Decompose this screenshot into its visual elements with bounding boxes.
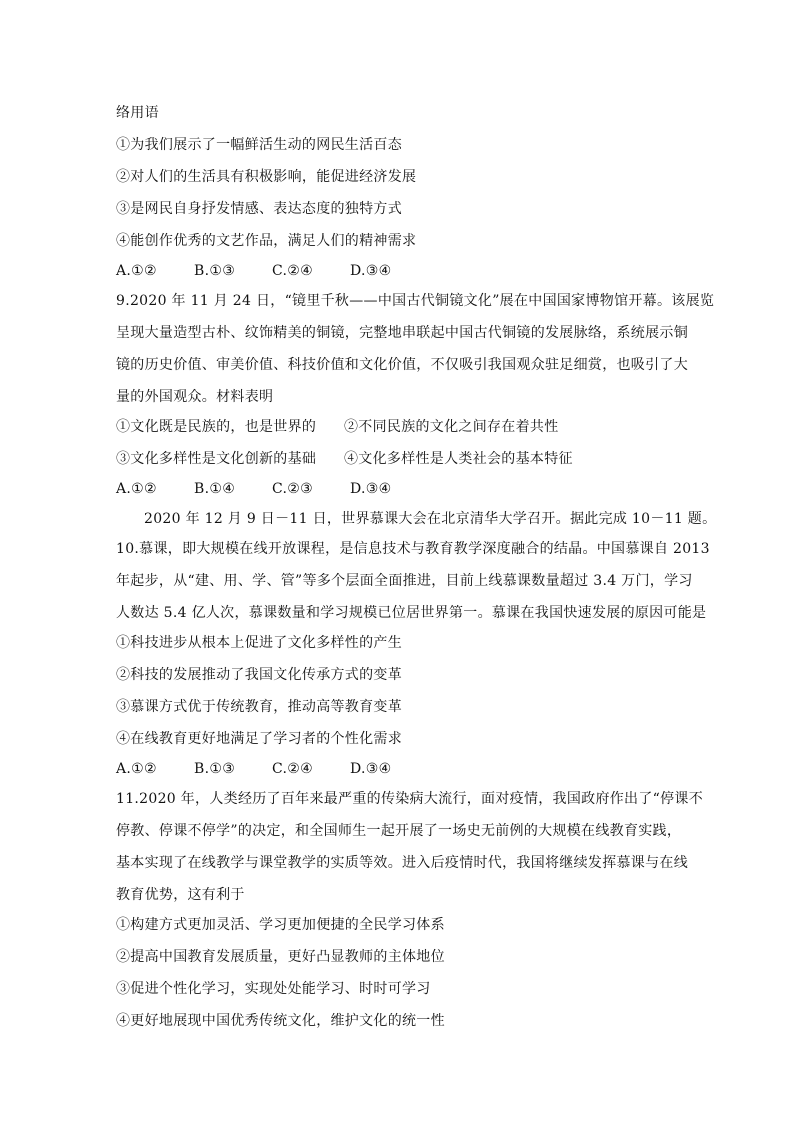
question-11-text: 11.2020 年，人类经历了百年来最严重的传染病大流行，面对疫情，我国政府作出了“停课不	[116, 791, 703, 807]
option-a: A.①②	[116, 761, 157, 777]
q9-statements-row-1	[116, 418, 686, 436]
option-a: A.①②	[116, 481, 157, 497]
statement-4: ④能创作优秀的文艺作品，满足人们的精神需求	[116, 233, 417, 249]
answer-options-q9	[116, 480, 686, 498]
answer-options-q8	[116, 262, 686, 280]
question-11-text: 教育优势，这有利于	[116, 887, 245, 903]
statement-3: ③慕课方式优于传统教育，推动高等教育变革	[116, 699, 402, 715]
option-d: D.③④	[350, 263, 392, 279]
option-b: B.①③	[194, 761, 236, 777]
question-10-text: 人数达 5.4 亿人次，慕课数量和学习规模已位居世界第一。慕课在我国快速发展的原因可能是	[116, 605, 707, 621]
statement-1: ①科技进步从根本上促进了文化多样性的产生	[116, 635, 402, 651]
question-10-text: 年起步，从“建、用、学、管”等多个层面全面推进，目前上线慕课数量超过 3.4 万门，学习	[116, 573, 693, 589]
statement-4: ④更好地展现中国优秀传统文化，维护文化的统一性	[116, 1013, 445, 1029]
statement-1: ①文化既是民族的，也是世界的	[116, 419, 317, 435]
option-c: C.②③	[272, 481, 313, 497]
statement-2: ②不同民族的文化之间存在着共性	[344, 419, 559, 435]
statement-3: ③是网民自身抒发情感、表达态度的独特方式	[116, 201, 402, 217]
statement-2: ②提高中国教育发展质量，更好凸显教师的主体地位	[116, 949, 445, 965]
statement-3: ③促进个性化学习，实现处处能学习、时时可学习	[116, 981, 431, 997]
statement-2: ②对人们的生活具有积极影响，能促进经济发展	[116, 169, 417, 185]
option-b: B.①④	[194, 481, 236, 497]
statement-3: ③文化多样性是文化创新的基础	[116, 451, 317, 467]
section-intro: 2020 年 12 月 9 日－11 日，世界慕课大会在北京清华大学召开。据此完成 10－11 题。	[144, 511, 717, 527]
answer-options-q10	[116, 760, 686, 778]
option-d: D.③④	[350, 481, 392, 497]
statement-4: ④在线教育更好地满足了学习者的个性化需求	[116, 731, 402, 747]
option-b: B.①③	[194, 263, 236, 279]
question-9-text: 9.2020 年 11 月 24 日，“镜里千秋——中国古代铜镜文化”展在中国国家博物馆开幕。该展览	[116, 293, 715, 309]
question-11-text: 基本实现了在线教学与课堂教学的实质等效。进入后疫情时代，我国将继续发挥慕课与在线	[116, 855, 688, 871]
option-d: D.③④	[350, 761, 392, 777]
q9-statements-row-2	[116, 450, 686, 468]
question-9-text: 呈现大量造型古朴、纹饰精美的铜镜，完整地串联起中国古代铜镜的发展脉络，系统展示铜	[116, 325, 688, 341]
option-c: C.②④	[272, 263, 313, 279]
question-10-text: 10.慕课，即大规模在线开放课程，是信息技术与教育教学深度融合的结晶。中国慕课自 2013	[116, 541, 710, 557]
option-c: C.②④	[272, 761, 313, 777]
question-9-text: 镜的历史价值、审美价值、科技价值和文化价值，不仅吸引我国观众驻足细赏，也吸引了大	[116, 357, 688, 373]
question-9-text: 量的外国观众。材料表明	[116, 389, 274, 405]
question-11-text: 停教、停课不停学”的决定，和全国师生一起开展了一场史无前例的大规模在线教育实践，	[116, 823, 682, 839]
option-a: A.①②	[116, 263, 157, 279]
statement-2: ②科技的发展推动了我国文化传承方式的变革	[116, 667, 402, 683]
statement-1: ①为我们展示了一幅鲜活生动的网民生活百态	[116, 137, 402, 153]
text-line: 络用语	[116, 105, 159, 121]
statement-1: ①构建方式更加灵活、学习更加便捷的全民学习体系	[116, 917, 445, 933]
statement-4: ④文化多样性是人类社会的基本特征	[344, 451, 573, 467]
